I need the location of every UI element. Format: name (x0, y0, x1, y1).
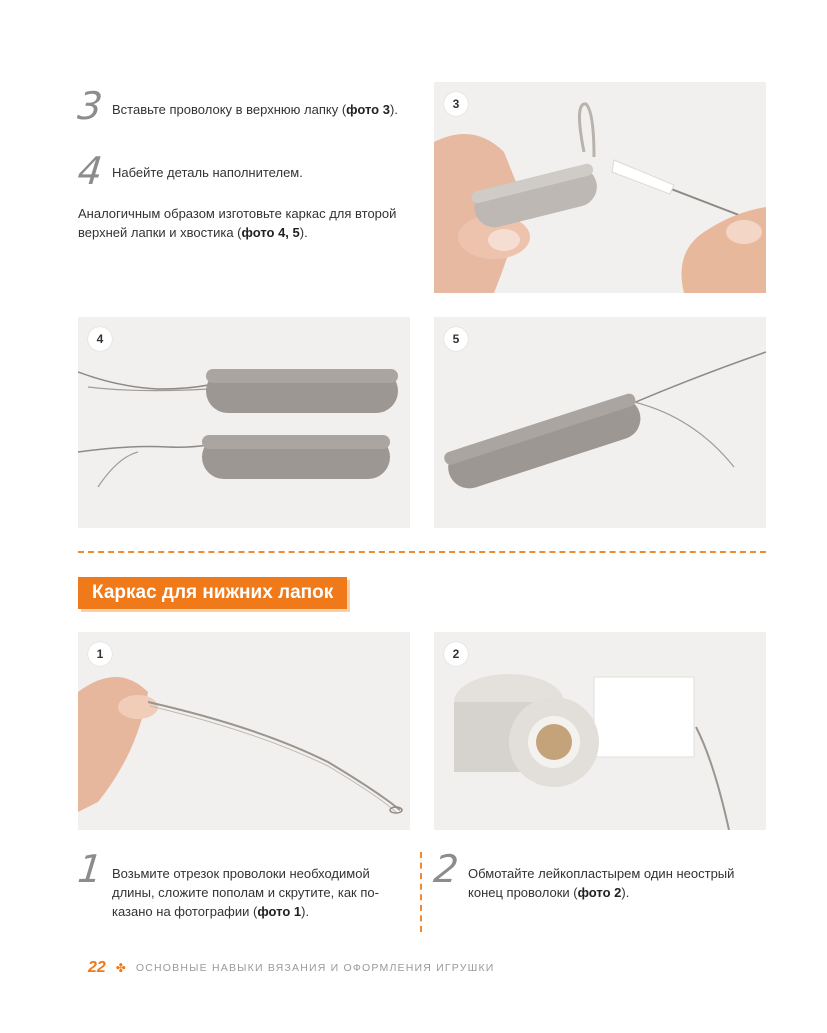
step-number: 2 (431, 847, 461, 891)
photo-number-badge: 5 (444, 327, 468, 351)
photo-4-image (78, 317, 410, 528)
photo-2-image (434, 632, 766, 830)
footer-title: ОСНОВНЫЕ НАВЫКИ ВЯЗАНИЯ И ОФОРМЛЕНИЯ ИГРУШКИ (135, 962, 495, 974)
instruction-paragraph: Аналогичным образом изготовьте каркас для второй верхней лапки и хвостика (фото 4, 5). (78, 206, 397, 240)
photo-number-badge: 4 (88, 327, 112, 351)
page-number: 22 (88, 959, 106, 976)
photo-4 (78, 317, 410, 528)
photo-2 (434, 632, 766, 830)
photo-number-badge: 1 (88, 642, 112, 666)
step-number: 1 (75, 847, 105, 891)
step-text: Обмотайте лейкопластырем один неострый конец проволоки (фото 2). (468, 866, 735, 900)
photo-3 (434, 82, 766, 293)
photo-ref: фото 2 (577, 885, 622, 900)
flower-icon: ✤ (115, 961, 126, 975)
photo-ref: фото 4, 5 (241, 225, 300, 240)
photo-number-badge: 3 (444, 92, 468, 116)
section-divider (78, 551, 766, 553)
page-footer (88, 959, 495, 977)
photo-1-image (78, 632, 410, 830)
step-2 (431, 847, 766, 902)
photo-1 (78, 632, 410, 830)
section-title: Каркас для нижних лапок (78, 577, 347, 609)
step-1 (75, 847, 408, 921)
photo-5 (434, 317, 766, 528)
photo-ref: фото 1 (257, 904, 302, 919)
step-number: 3 (75, 84, 105, 128)
step-number: 4 (75, 149, 105, 193)
step-text: Набейте деталь наполнителем. (112, 165, 303, 180)
step-4 (75, 149, 398, 193)
column-divider (420, 852, 422, 932)
photo-ref: фото 3 (346, 102, 390, 117)
photo-number-badge: 2 (444, 642, 468, 666)
step-3 (75, 84, 398, 128)
step-text: Возьмите отрезок проволоки необходимой длины, сложите пополам и скрутите, как по-казано на фотографии (фото 1). (112, 866, 379, 919)
photo-5-image (434, 317, 766, 528)
photo-3-image (434, 82, 766, 293)
step-text: Вставьте проволоку в верхнюю лапку (фото 3). (112, 102, 398, 117)
